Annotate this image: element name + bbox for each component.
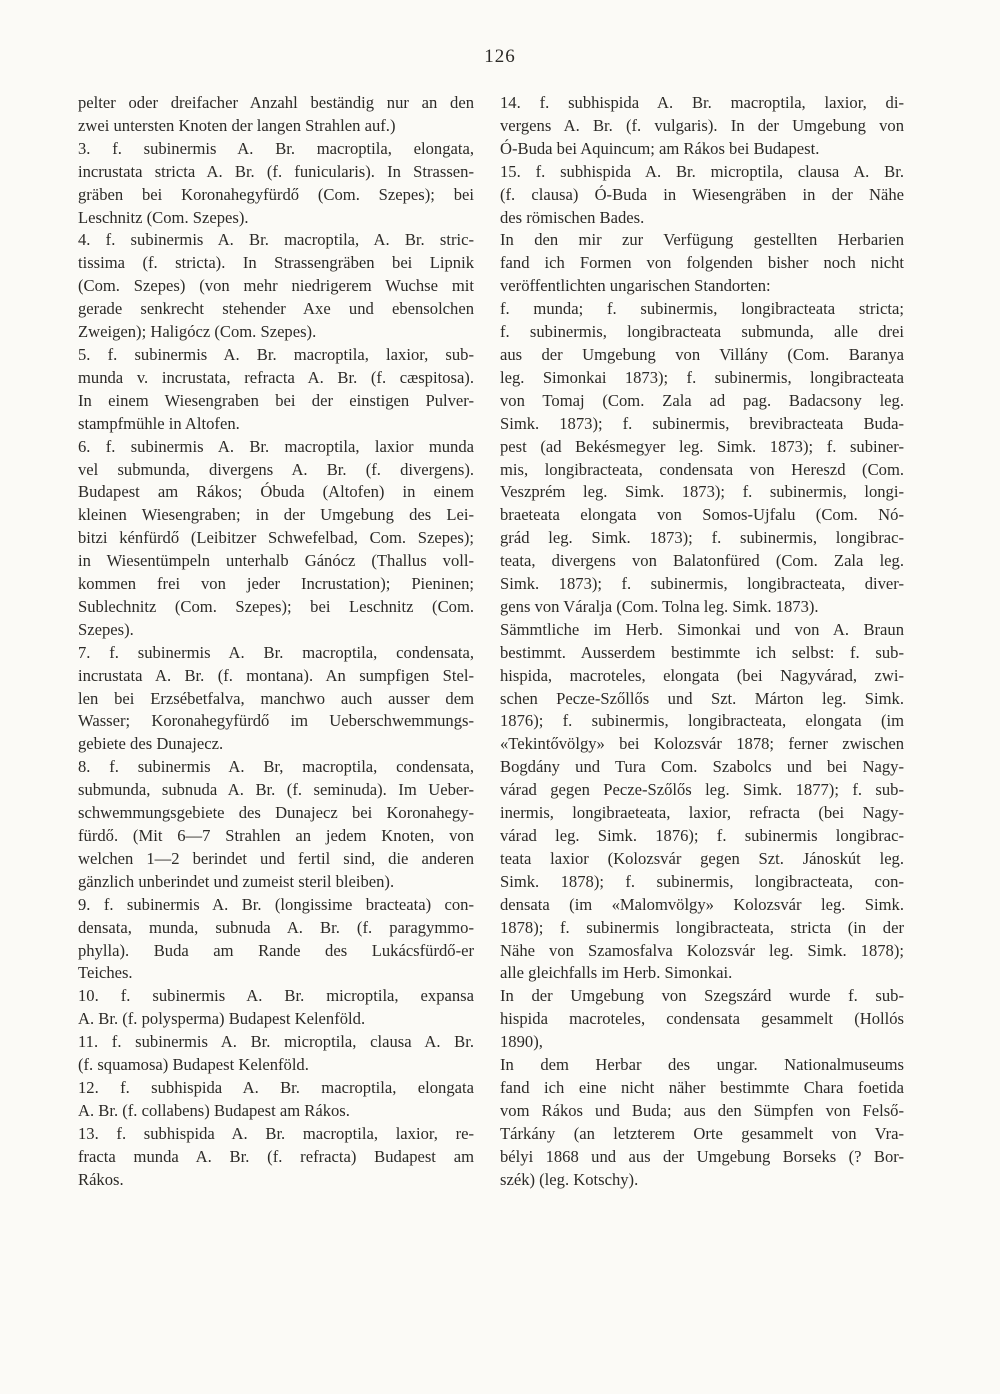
text-line: grád leg. Simk. 1873); f. subinermis, longibrac-: [500, 528, 904, 548]
text-line: f. subinermis, longibracteata submunda, alle drei: [500, 322, 904, 342]
text-line: 12. f. subhispida A. Br. macroptila, elongata: [78, 1077, 474, 1097]
text-line: in Wiesentümpeln unterhalb Gánócz (Thallus voll-: [78, 551, 474, 571]
text-line: Sublechnitz (Com. Szepes); bei Leschnitz (Com.: [78, 596, 474, 616]
text-line: gräben bei Koronahegyfürdő (Com. Szepes); bei: [78, 184, 474, 204]
text-line: Veszprém leg. Simk. 1873); f. subinermis, longi-: [500, 482, 904, 502]
text-line: Tárkány (an letzterem Orte gesammelt von Vra-: [500, 1123, 904, 1143]
text-line: welchen 1—2 berindet und fertil sind, die anderen: [78, 848, 474, 868]
text-line: incrustata A. Br. (f. montana). An sumpfigen Stel-: [78, 665, 474, 685]
text-line: Teiches.: [78, 963, 133, 983]
text-line: schen Pecze-Szőllős und Szt. Márton leg. Simk.: [500, 688, 904, 708]
text-line: submunda, subnuda A. Br. (f. seminuda). Im Ueber-: [78, 780, 474, 800]
text-line: f. munda; f. subinermis, longibracteata stricta;: [500, 299, 904, 319]
text-line: 6. f. subinermis A. Br. macroptila, laxior munda: [78, 436, 474, 456]
text-line: várad leg. Simk. 1876); f. subinermis longibrac-: [500, 826, 904, 845]
text-line: aus der Umgebung von Villány (Com. Baranya: [500, 344, 904, 364]
text-line: Simk. 1873); f. subinermis, longibracteata, diver-: [500, 574, 904, 594]
text-line: A. Br. (f. polysperma) Budapest Kelenföld.: [78, 1009, 366, 1029]
text-line: Zweigen); Haligócz (Com. Szepes).: [78, 322, 317, 342]
text-line: fracta munda A. Br. (f. refracta) Budapest am: [78, 1146, 474, 1166]
text-line: 1876); f. subinermis, longibracteata, elongata (im: [500, 711, 904, 731]
text-line: zwei untersten Knoten der langen Strahlen auf.): [78, 115, 396, 135]
text-line: Ó-Buda bei Aquincum; am Rákos bei Budapest.: [500, 138, 820, 158]
text-line: In den mir zur Verfügung gestellten Herbarien: [500, 230, 904, 250]
text-line: 10. f. subinermis A. Br. microptila, expansa: [78, 986, 474, 1006]
text-line: densata (im «Malomvölgy» Kolozsvár leg. Simk.: [500, 894, 904, 914]
text-line: des römischen Bades.: [500, 207, 645, 227]
text-line: 3. f. subinermis A. Br. macroptila, elongata,: [78, 138, 474, 158]
text-line: Simk. 1878); f. subinermis, longibracteata, con-: [500, 871, 904, 891]
text-line: 9. f. subinermis A. Br. (longissime bracteata) con-: [78, 894, 474, 914]
page-number: 126: [484, 46, 516, 67]
text-line: inermis, longibraeteata, laxior, refracta (bei Nagy-: [500, 803, 904, 823]
text-line: (f. clausa) Ó-Buda in Wiesengräben in der Nähe: [500, 184, 904, 204]
text-line: 7. f. subinermis A. Br. macroptila, condensata,: [78, 642, 474, 662]
text-line: kleinen Wiesengraben; in der Umgebung des Lei-: [78, 505, 474, 525]
text-line: 14. f. subhispida A. Br. macroptila, laxior, di-: [500, 93, 904, 112]
text-line: Szepes).: [78, 619, 134, 639]
text-line: «Tekintővölgy» bei Kolozsvár 1878; ferner zwischen: [500, 734, 904, 754]
text-line: (f. squamosa) Budapest Kelenföld.: [78, 1055, 309, 1075]
text-line: (Com. Szepes) (von mehr niedrigerem Wuchse mit: [78, 276, 474, 296]
text-line: Nähe von Szamosfalva Kolozsvár leg. Simk. 1878);: [500, 940, 904, 960]
left-column: [78, 92, 474, 1192]
text-line: braeteata elongata von Somos-Ujfalu (Com. Nó-: [500, 505, 904, 525]
text-line: 11. f. subinermis A. Br. microptila, clausa A. Br.: [78, 1032, 474, 1052]
text-line: kommen frei von jeder Incrustation); Pieninen;: [78, 574, 474, 594]
text-line: tissima (f. stricta). In Strassengräben bei Lipnik: [78, 253, 474, 273]
right-column: [500, 92, 904, 1192]
text-line: várad gegen Pecze-Szőlős leg. Simk. 1877); f. sub-: [500, 780, 904, 800]
text-line: bélyi 1868 und aus der Umgebung Borseks (? Bor-: [500, 1146, 904, 1166]
text-line: len bei Erzsébetfalva, manchwo auch ausser dem: [78, 688, 474, 708]
text-line: fürdő. (Mit 6—7 Strahlen an jedem Knoten, von: [78, 826, 474, 845]
text-line: Simk. 1873); f. subinermis, brevibracteata Buda-: [500, 413, 904, 433]
text-line: In dem Herbar des ungar. Nationalmuseums: [500, 1055, 904, 1075]
text-line: gebiete des Dunajecz.: [78, 734, 224, 754]
text-line: gerade senkrecht stehender Axe und ebensolchen: [78, 299, 474, 319]
text-line: gens von Váralja (Com. Tolna leg. Simk. 1873).: [500, 596, 819, 616]
text-line: teata, divergens von Balatonfüred (Com. Zala leg.: [500, 551, 904, 571]
text-line: 5. f. subinermis A. Br. macroptila, laxior, sub-: [78, 344, 474, 364]
text-line: Rákos.: [78, 1169, 124, 1189]
text-line: vergens A. Br. (f. vulgaris). In der Umgebung von: [500, 115, 904, 135]
text-line: incrustata stricta A. Br. (f. funicularis). In Strassen-: [78, 161, 474, 181]
text-line: vel submunda, divergens A. Br. (f. divergens).: [78, 459, 474, 479]
text-line: Leschnitz (Com. Szepes).: [78, 207, 249, 227]
text-line: szék) (leg. Kotschy).: [500, 1169, 639, 1189]
text-line: stampfmühle in Altofen.: [78, 413, 240, 433]
text-line: phylla). Buda am Rande des Lukácsfürdő-er: [78, 940, 474, 960]
text-line: fand ich eine nicht näher bestimmte Chara foetida: [500, 1077, 904, 1097]
text-line: leg. Simonkai 1873); f. subinermis, longibracteata: [500, 367, 904, 387]
text-line: alle gleichfalls im Herb. Simonkai.: [500, 963, 733, 983]
text-line: 1890),: [500, 1032, 543, 1052]
text-line: 13. f. subhispida A. Br. macroptila, laxior, re-: [78, 1123, 474, 1143]
text-line: veröffentlichten ungarischen Standorten:: [500, 276, 771, 296]
text-line: Budapest am Rákos; Óbuda (Altofen) in einem: [78, 482, 474, 502]
text-line: A. Br. (f. collabens) Budapest am Rákos.: [78, 1100, 350, 1120]
text-line: bitzi kénfürdő (Leibitzer Schwefelbad, Com. Szepes);: [78, 528, 474, 548]
text-line: densata, munda, subnuda A. Br. (f. paragymmo-: [78, 917, 474, 937]
text-line: fand ich Formen von folgenden bisher noch nicht: [500, 253, 904, 273]
text-line: pest (ad Bekésmegyer leg. Simk. 1873); f. subiner-: [500, 436, 904, 456]
text-line: bestimmt. Ausserdem bestimmte ich selbst: f. sub-: [500, 642, 904, 662]
text-line: schwemmungsgebiete des Dunajecz bei Koronahegy-: [78, 803, 474, 823]
text-line: hispida, macroteles, elongata (bei Nagyvárad, zwi-: [500, 665, 904, 685]
text-line: Bogdány und Tura Com. Szabolcs und bei Nagy-: [500, 757, 904, 777]
text-line: Sämmtliche im Herb. Simonkai und von A. Braun: [500, 619, 904, 639]
text-line: 1878); f. subinermis longibracteata, stricta (in der: [500, 917, 904, 937]
text-line: vom Rákos und Buda; aus den Sümpfen von Felső-: [500, 1100, 904, 1120]
text-line: Wasser; Koronahegyfürdő im Ueberschwemmungs-: [78, 711, 474, 731]
text-line: von Tomaj (Com. Zala ad pag. Badacsony leg.: [500, 390, 904, 410]
text-line: 4. f. subinermis A. Br. macroptila, A. Br. stric-: [78, 230, 474, 250]
text-line: teata laxior (Kolozsvár gegen Szt. Jánoskút leg.: [500, 848, 904, 868]
text-line: 8. f. subinermis A. Br, macroptila, condensata,: [78, 757, 474, 777]
text-line: In der Umgebung von Szegszárd wurde f. sub-: [500, 986, 904, 1006]
text-line: pelter oder dreifacher Anzahl beständig nur an den: [78, 93, 474, 112]
text-line: munda v. incrustata, refracta A. Br. (f. cæspitosa).: [78, 367, 474, 387]
text-line: hispida macroteles, condensata gesammelt (Hollós: [500, 1009, 904, 1029]
text-line: In einem Wiesengraben bei der einstigen Pulver-: [78, 390, 474, 410]
text-line: 15. f. subhispida A. Br. microptila, clausa A. Br.: [500, 161, 904, 181]
text-line: gänzlich unberindet und zumeist steril bleiben).: [78, 871, 395, 891]
text-line: mis, longibracteata, condensata von Hereszd (Com.: [500, 459, 904, 479]
